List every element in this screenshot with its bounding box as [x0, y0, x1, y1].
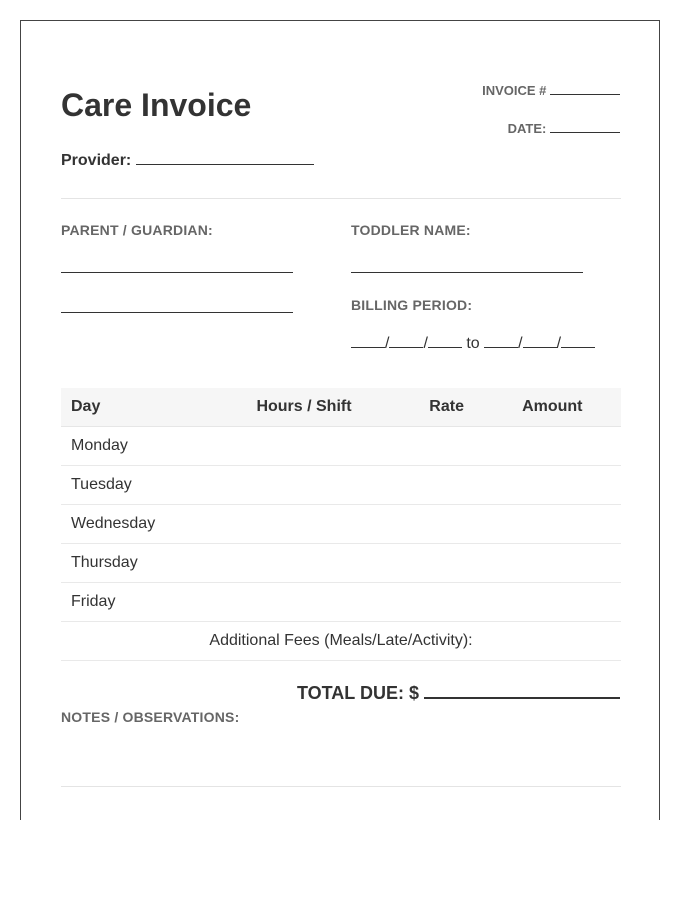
parent-guardian-field-1[interactable]	[61, 272, 293, 273]
billing-period-label: BILLING PERIOD:	[351, 297, 473, 313]
invoice-sheet	[20, 20, 660, 820]
amount-cell[interactable]	[484, 505, 621, 544]
date-label: DATE:	[507, 121, 547, 136]
to-text: to	[466, 335, 480, 352]
parent-guardian-field-2[interactable]	[61, 312, 293, 313]
hours-cell[interactable]	[198, 427, 409, 466]
amount-cell[interactable]	[484, 544, 621, 583]
header-divider	[61, 198, 621, 199]
notes-field[interactable]	[61, 786, 621, 787]
toddler-name-label: TODDLER NAME:	[351, 222, 471, 238]
amount-cell[interactable]	[484, 583, 621, 622]
rate-cell[interactable]	[410, 427, 484, 466]
notes-label: NOTES / OBSERVATIONS:	[61, 709, 240, 725]
table-header-row	[61, 388, 621, 427]
date-slash: /	[423, 335, 428, 352]
amount-cell[interactable]	[484, 466, 621, 505]
table-row	[61, 505, 621, 544]
col-header-rate: Rate	[410, 388, 484, 427]
day-cell: Thursday	[61, 544, 198, 583]
hours-cell[interactable]	[198, 505, 409, 544]
day-cell: Wednesday	[61, 505, 198, 544]
parent-guardian-label: PARENT / GUARDIAN:	[61, 222, 213, 238]
end-month-field[interactable]	[484, 333, 518, 348]
day-cell: Tuesday	[61, 466, 198, 505]
invoice-title: Care Invoice	[61, 87, 252, 123]
provider-label: Provider:	[61, 152, 132, 169]
invoice-number-label: INVOICE #	[482, 83, 547, 98]
date-slash: /	[518, 335, 523, 352]
hours-cell[interactable]	[198, 544, 409, 583]
end-day-field[interactable]	[523, 333, 557, 348]
end-year-field[interactable]	[561, 333, 595, 348]
table-row	[61, 544, 621, 583]
rate-cell[interactable]	[410, 544, 484, 583]
rate-cell[interactable]	[410, 466, 484, 505]
provider-row	[61, 151, 314, 170]
rate-cell[interactable]	[410, 583, 484, 622]
invoice-number-field[interactable]	[550, 81, 620, 95]
invoice-number-row	[482, 81, 620, 98]
amount-cell[interactable]	[484, 427, 621, 466]
date-field[interactable]	[550, 119, 620, 133]
rate-cell[interactable]	[410, 505, 484, 544]
date-slash: /	[385, 335, 390, 352]
hours-cell[interactable]	[198, 466, 409, 505]
day-cell: Friday	[61, 583, 198, 622]
total-due-field[interactable]	[424, 681, 620, 699]
col-header-amount: Amount	[484, 388, 621, 427]
additional-fees-row	[61, 622, 621, 661]
date-slash: /	[556, 335, 562, 352]
total-due-label: TOTAL DUE: $	[296, 683, 419, 703]
provider-field[interactable]	[136, 151, 314, 165]
table-row	[61, 427, 621, 466]
table-row	[61, 466, 621, 505]
toddler-name-field[interactable]	[351, 272, 583, 273]
hours-cell[interactable]	[198, 583, 409, 622]
start-day-field[interactable]	[389, 333, 423, 348]
total-due-row	[297, 681, 620, 704]
billing-period-dates	[351, 333, 595, 353]
date-row	[508, 119, 620, 136]
start-month-field[interactable]	[351, 333, 385, 348]
additional-fees-label: Additional Fees (Meals/Late/Activity):	[61, 622, 621, 661]
col-header-day: Day	[61, 388, 198, 427]
day-cell: Monday	[61, 427, 198, 466]
hours-table	[61, 388, 621, 661]
table-row	[61, 583, 621, 622]
col-header-hours: Hours / Shift	[198, 388, 409, 427]
start-year-field[interactable]	[428, 333, 462, 348]
